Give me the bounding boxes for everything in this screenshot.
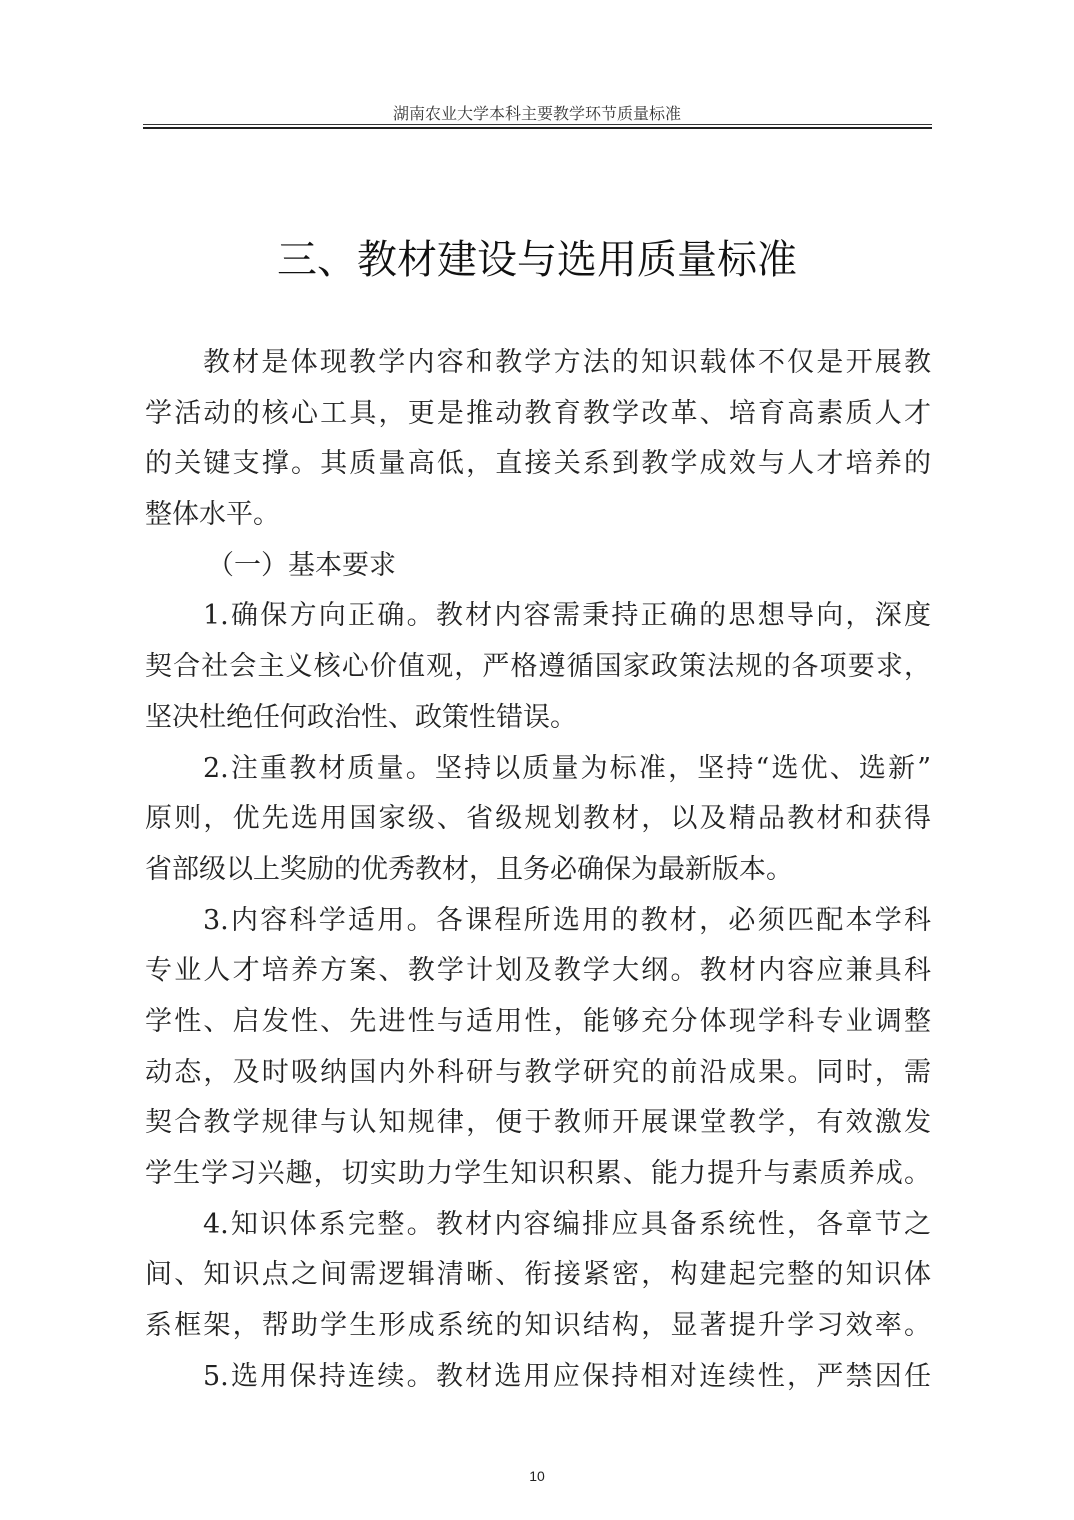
- page-number: 10: [529, 1468, 545, 1484]
- paragraph-line: 2.注重教材质量。坚持以质量为标准，坚持“选优、选新”: [203, 752, 931, 784]
- paragraph-line: 省部级以上奖励的优秀教材，且务必确保为最新版本。: [145, 853, 793, 885]
- paragraph-line: 4.知识体系完整。教材内容编排应具备系统性，各章节之: [203, 1208, 931, 1240]
- paragraph-line: 教材是体现教学内容和教学方法的知识载体不仅是开展教: [203, 347, 931, 378]
- paragraph-line: 间、知识点之间需逻辑清晰、衔接紧密，构建起完整的知识体: [145, 1259, 931, 1291]
- paragraph-line: 契合教学规律与认知规律，便于教师开展课堂教学，有效激发: [145, 1107, 931, 1139]
- paragraph-line: 的关键支撑。其质量高低，直接关系到教学成效与人才培养的: [145, 448, 931, 480]
- paragraph-line: 整体水平。: [145, 499, 280, 531]
- header-rule-thick: [143, 127, 932, 129]
- subsection-heading: （一）基本要求: [207, 549, 396, 581]
- paragraph-line: 系框架，帮助学生形成系统的知识结构，显著提升学习效率。: [145, 1310, 931, 1342]
- paragraph-line: 学生学习兴趣，切实助力学生知识积累、能力提升与素质养成。: [145, 1158, 931, 1189]
- section-title: 三、教材建设与选用质量标准: [277, 237, 797, 283]
- paragraph-line: 契合社会主义核心价值观，严格遵循国家政策法规的各项要求，: [145, 651, 931, 683]
- paragraph-line: 原则，优先选用国家级、省级规划教材，以及精品教材和获得: [145, 803, 931, 835]
- paragraph-line: 学性、启发性、先进性与适用性，能够充分体现学科专业调整: [145, 1005, 931, 1037]
- paragraph-line: 动态，及时吸纳国内外科研与教学研究的前沿成果。同时，需: [145, 1056, 931, 1088]
- paragraph-line: 5.选用保持连续。教材选用应保持相对连续性，严禁因任: [203, 1360, 931, 1392]
- paragraph-line: 学活动的核心工具，更是推动教育教学改革、培育高素质人才: [145, 397, 931, 429]
- running-header: 湖南农业大学本科主要教学环节质量标准: [392, 104, 681, 123]
- paragraph-line: 坚决杜绝任何政治性、政策性错误。: [145, 701, 577, 733]
- paragraph-line: 1.确保方向正确。教材内容需秉持正确的思想导向，深度: [203, 600, 931, 632]
- paragraph-line: 专业人才培养方案、教学计划及教学大纲。教材内容应兼具科: [145, 955, 931, 987]
- body-text: [145, 338, 931, 1402]
- paragraph-line: 3.内容科学适用。各课程所选用的教材，必须匹配本学科: [203, 904, 931, 936]
- header-rule-thin: [143, 124, 932, 125]
